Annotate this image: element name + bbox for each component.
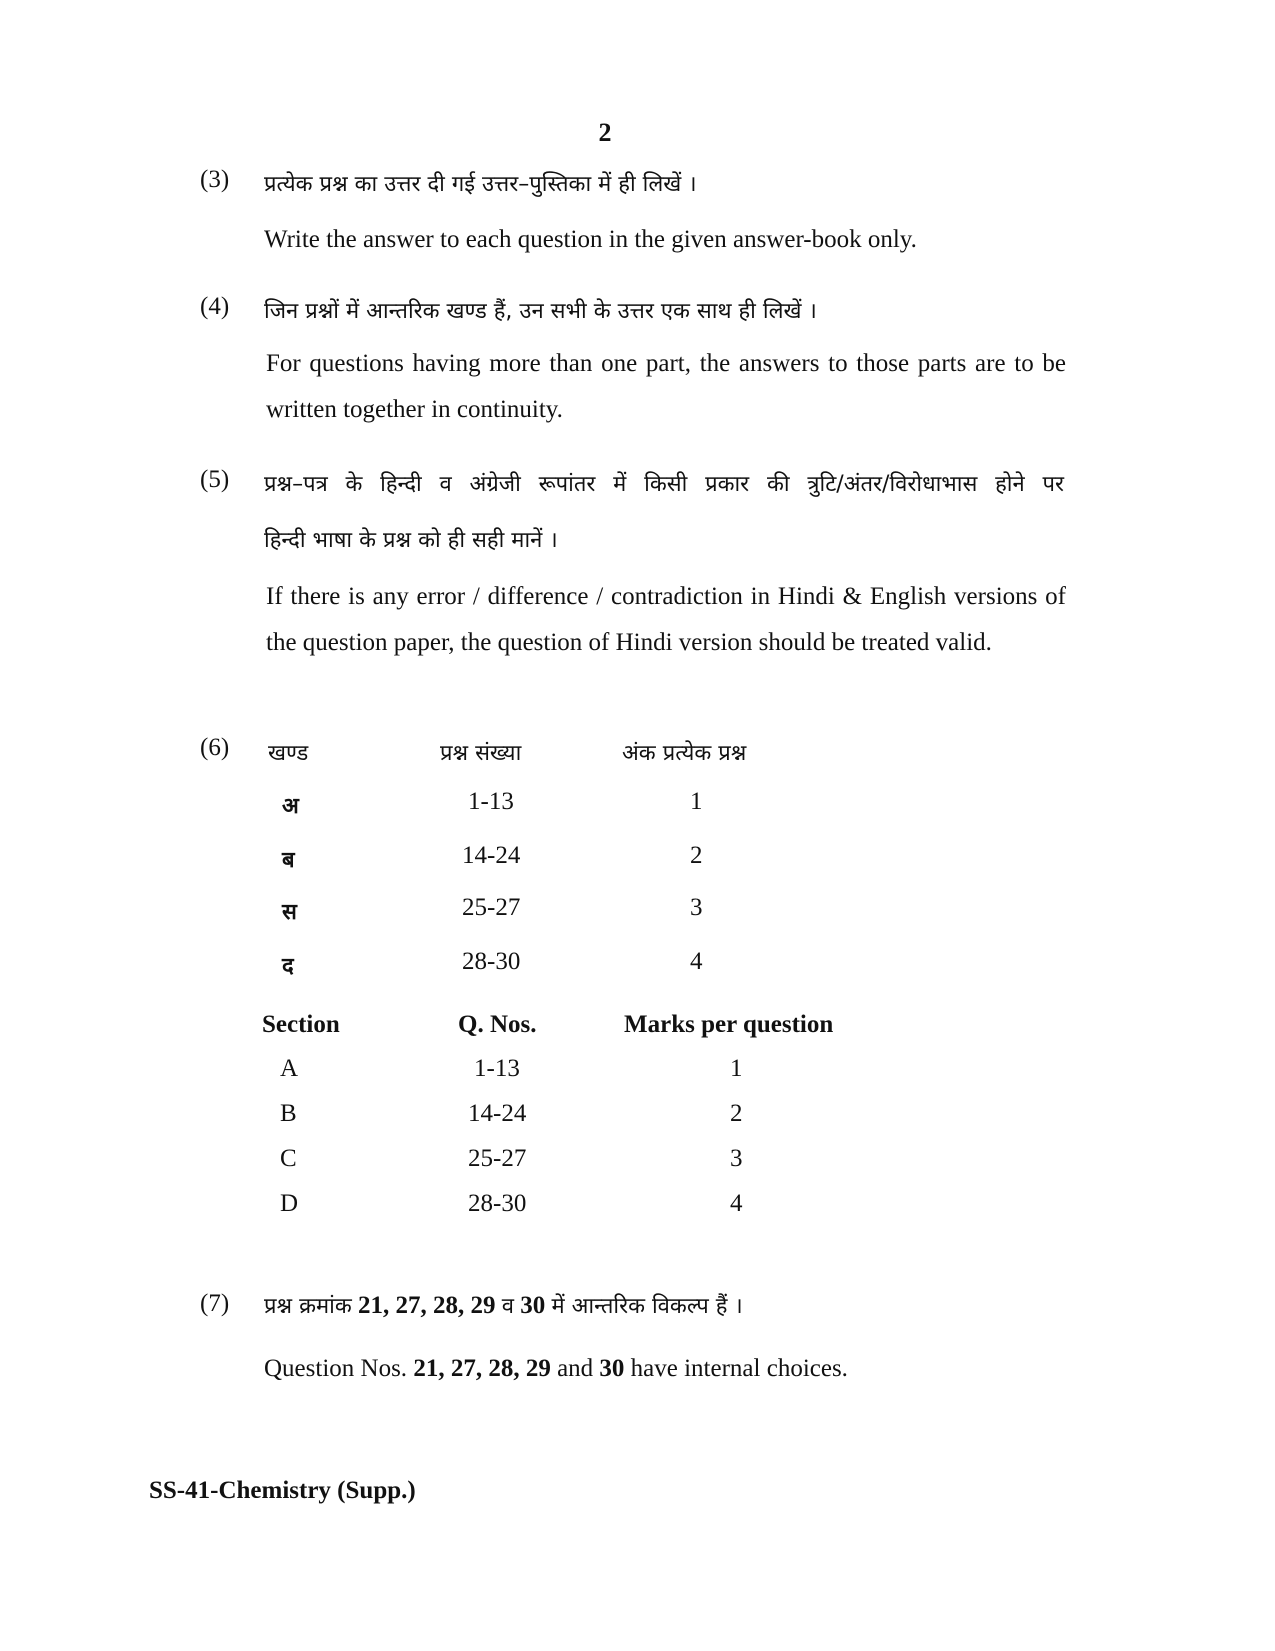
hindi-table-header-qnos: प्रश्न संख्या [440, 741, 522, 766]
english-table-row-section: A [280, 1055, 299, 1082]
page-number: 2 [598, 118, 612, 147]
hindi-table-row-qnos: 28-30 [462, 948, 521, 975]
english-table-header-marks: Marks per question [624, 1011, 834, 1038]
item-5-hindi-line1: प्रश्न–पत्र के हिन्दी व अंग्रेजी रूपांतर में किसी प्रकार की त्रुटि/अंतर/विरोधाभास होने पर [264, 472, 1064, 497]
hindi-table-row-qnos: 14-24 [462, 842, 521, 869]
item-6-number: (6) [200, 734, 230, 761]
item-7-english-prefix: Question Nos. [264, 1355, 414, 1382]
hindi-table-row-section: ब [282, 848, 295, 873]
english-table-row-section: D [280, 1190, 299, 1217]
english-table-row-qnos: 14-24 [468, 1100, 527, 1127]
item-7-hindi-qnos: 21, 27, 28, 29 [351, 1292, 502, 1319]
english-table-row-marks: 4 [730, 1190, 743, 1217]
english-table-row-qnos: 1-13 [474, 1055, 520, 1082]
item-4-hindi: जिन प्रश्नों में आन्तरिक खण्ड हैं, उन सभी के उत्तर एक साथ ही लिखें । [264, 299, 817, 324]
hindi-table-row-marks: 2 [690, 842, 703, 869]
item-7-hindi-qno-last: 30 [513, 1292, 552, 1319]
hindi-table-row-section: द [282, 954, 294, 979]
english-table-row-section: B [280, 1100, 297, 1127]
item-7-hindi-and: व [501, 1294, 514, 1319]
item-7-number: (7) [200, 1290, 230, 1317]
item-5-hindi-line2: हिन्दी भाषा के प्रश्न को ही सही मानें । [264, 528, 558, 553]
english-table-row-qnos: 25-27 [468, 1145, 527, 1172]
hindi-table-row-marks: 4 [690, 948, 703, 975]
hindi-table-header-marks: अंक प्रत्येक प्रश्न [622, 741, 747, 766]
item-5-number: (5) [200, 466, 230, 493]
english-table-header-section: Section [262, 1011, 340, 1038]
item-7-hindi [264, 1290, 743, 1320]
hindi-table-row-section: अ [282, 794, 299, 819]
english-table-row-marks: 2 [730, 1100, 743, 1127]
item-7-english-and: and [550, 1355, 600, 1382]
english-table-header-qnos: Q. Nos. [458, 1011, 537, 1038]
english-table-row-qnos: 28-30 [468, 1190, 527, 1217]
item-7-english [264, 1355, 848, 1383]
item-5-english: If there is any error / difference / contradiction in Hindi & English versions of the question paper, the question of Hindi version should be treated valid. [266, 583, 1066, 656]
item-3-number: (3) [200, 166, 230, 193]
item-7-english-suffix: have internal choices. [624, 1355, 848, 1382]
item-3-hindi: प्रत्येक प्रश्न का उत्तर दी गई उत्तर–पुस्तिका में ही लिखें । [264, 172, 697, 197]
item-7-hindi-suffix: में आन्तरिक विकल्प हैं । [551, 1294, 743, 1319]
hindi-table-row-section: स [282, 900, 297, 925]
item-4-number: (4) [200, 293, 230, 320]
english-table-row-marks: 1 [730, 1055, 743, 1082]
english-table-row-marks: 3 [730, 1145, 743, 1172]
item-7-english-qno-last: 30 [599, 1355, 625, 1382]
hindi-table-header-section: खण्ड [268, 741, 309, 766]
item-7-hindi-prefix: प्रश्न क्रमांक [264, 1294, 352, 1319]
item-3-english: Write the answer to each question in the given answer-book only. [264, 226, 917, 253]
hindi-table-row-marks: 3 [690, 894, 703, 921]
item-4-english: For questions having more than one part, the answers to those parts are to be written together in continuity. [266, 350, 1066, 423]
hindi-table-row-qnos: 1-13 [468, 788, 514, 815]
english-table-row-section: C [280, 1145, 297, 1172]
hindi-table-row-marks: 1 [690, 788, 703, 815]
hindi-table-row-qnos: 25-27 [462, 894, 521, 921]
paper-code-footer: SS-41-Chemistry (Supp.) [149, 1477, 416, 1504]
item-7-english-qnos: 21, 27, 28, 29 [413, 1355, 551, 1382]
